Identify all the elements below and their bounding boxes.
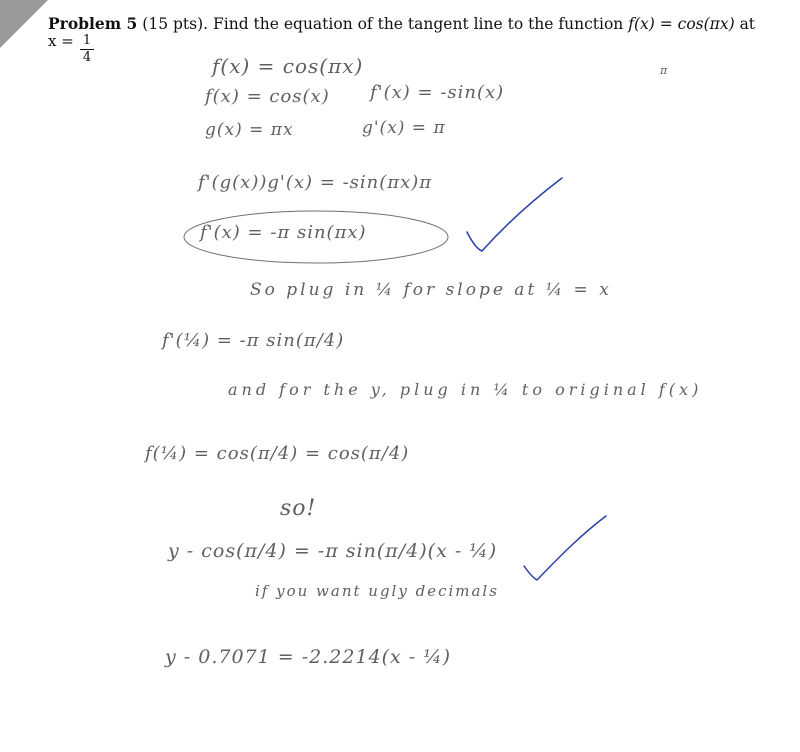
work-line-13: y - 0.7071 = -2.2214(x - ¼)	[165, 646, 452, 668]
checkmark-icon	[467, 178, 562, 251]
work-line-4: f'(g(x))g'(x) = -sin(πx)π	[198, 172, 433, 193]
problem-at: at	[739, 15, 756, 33]
work-line-7: f'(¼) = -π sin(π/4)	[162, 330, 345, 351]
work-line-11: y - cos(π/4) = -π sin(π/4)(x - ¼)	[168, 540, 498, 562]
fraction-denominator: 4	[82, 50, 92, 65]
work-line-10: so!	[280, 496, 317, 521]
work-line-9: f(¼) = cos(π/4) = cos(π/4)	[145, 443, 410, 464]
problem-label: Problem 5	[48, 14, 138, 33]
work-line-2b: f'(x) = -sin(x)	[370, 82, 505, 103]
problem-text: Find the equation of the tangent line to the function	[213, 15, 624, 33]
work-line-1-note: π	[660, 64, 669, 77]
work-line-3a: g(x) = πx	[205, 120, 294, 140]
fraction-numerator: 1	[82, 33, 92, 48]
answer-circle	[184, 211, 448, 263]
problem-x-value: x =	[48, 32, 74, 50]
work-line-3b: g'(x) = π	[362, 118, 446, 138]
checkmark-icon	[524, 516, 606, 580]
problem-function: f(x) = cos(πx)	[628, 15, 735, 33]
work-line-5: f'(x) = -π sin(πx)	[200, 222, 367, 243]
work-line-6: So plug in ¼ for slope at ¼ = x	[250, 280, 612, 300]
work-line-8: and for the y, plug in ¼ to original f(x)	[228, 380, 703, 399]
problem-points: (15 pts).	[142, 15, 209, 33]
work-line-12: if you want ugly decimals	[255, 582, 499, 600]
work-line-2a: f(x) = cos(x)	[205, 86, 330, 107]
work-line-1: f(x) = cos(πx)	[212, 54, 364, 78]
